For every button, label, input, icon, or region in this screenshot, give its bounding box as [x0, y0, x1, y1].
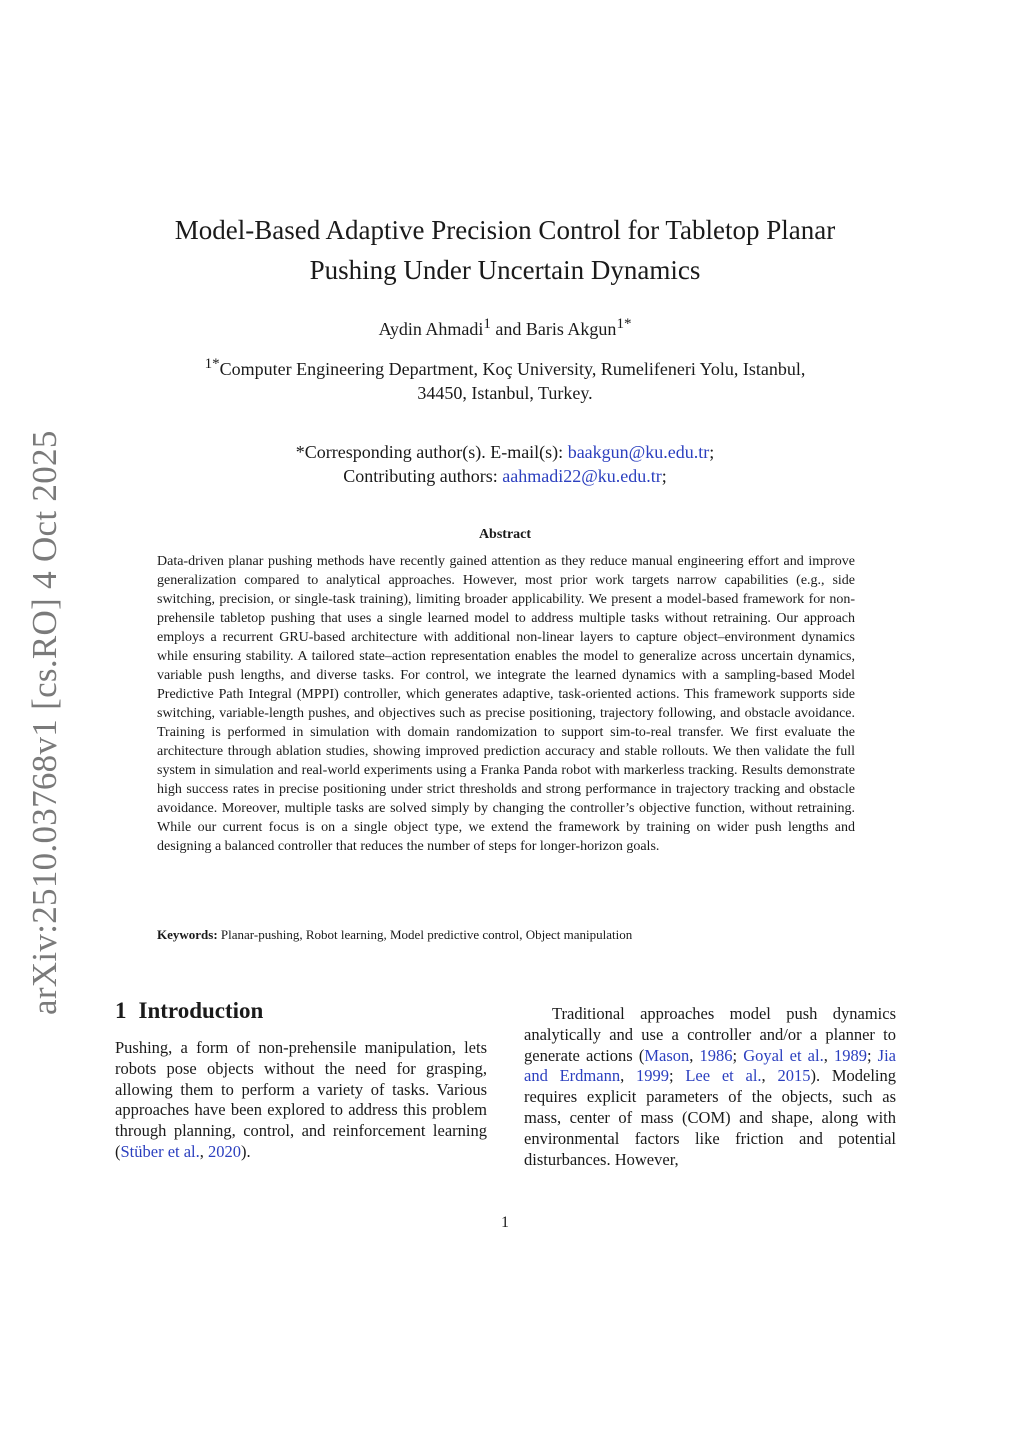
citation-link[interactable]: Goyal et al. [743, 1045, 824, 1065]
author-list [100, 316, 910, 340]
affil-line-2: 34450, Istanbul, Turkey. [417, 383, 593, 403]
arxiv-sidebar-stamp: arXiv:2510.03768v1 [cs.RO] 4 Oct 2025 [25, 430, 64, 1015]
corr-email-link[interactable]: baakgun@ku.edu.tr [567, 442, 710, 462]
author-affil-mark: 1 [483, 316, 491, 332]
author-name: Aydin Ahmadi [378, 319, 484, 339]
intro-paragraph-2: Traditional approaches model push dynamics analytically and use a controller and/or a planner to generate actions (Mason, 1986; Goyal et al., 1989; Jia and Erdmann, 1999; Lee et al., 2015). Modeling requires explicit parameters of the objects, such as mass, center of mass (COM) and shape, along with environmental factors like friction and potential disturbances. However, [524, 1004, 897, 1169]
citation-separator: , [199, 1141, 209, 1161]
citation-year-link[interactable]: 1999 [635, 1066, 669, 1086]
corr-prefix: *Corresponding author(s). E-mail(s): [295, 442, 568, 462]
intro-paragraph-1 [115, 1038, 487, 1163]
keywords-list: Planar-pushing, Robot learning, Model predictive control, Object manipulation [217, 927, 633, 942]
abstract-body: Data-driven planar pushing methods have recently gained attention as they reduce manual engineering effort and improve generalization compared to analytical approaches. However, most prior work targets narrow capabilities (e.g., side switching, precision, or single-task training), limiting broader applicability. We present a model-based framework for non-prehensile tabletop pushing that uses a single learned model to address multiple tasks without retraining. Our approach employs a recurrent GRU-based architecture with additional non-linear layers to capture object–environment dynamics while ensuring stability. A tailored state–action representation enables the model to generalize across uncertain dynamics, variable push lengths, and diverse tasks. For control, we integrate the learned dynamics with a sampling-based Model Predictive Path Integral (MPPI) controller, which generates adaptive, task-oriented actions. This framework supports side switching, variable-length pushes, and objectives such as precise positioning, trajectory following, and obstacle avoidance. Training is performed in simulation with domain randomization to support sim-to-real transfer. We first evaluate the architecture through ablation studies, showing improved prediction accuracy and stable rollouts. We then validate the full system in simulation and real-world experiments using a Franka Panda robot with markerless tracking. Results demonstrate high success rates in precise positioning under strict thresholds and strong performance in trajectory tracking and obstacle avoidance. Moreover, multiple tasks are solved simply by changing the controller’s objective function, without retraining. While our current focus is on a single object type, we extend the framework by training on wider push lengths and designing a balanced controller that reduces the number of steps for longer-horizon goals. [157, 554, 855, 854]
keywords-label: Keywords: [157, 927, 218, 942]
paragraph-end: ). [241, 1141, 251, 1161]
paragraph-text: Pushing, a form of non-prehensile manipulation, lets robots pose objects without the need for grasping, allowing them to perform a variety of tasks. Various approaches have been explored to address this problem through planning, control, and reinforcement learning ( [115, 1038, 487, 1161]
contrib-email-link[interactable]: aahmadi22@ku.edu.tr [502, 466, 662, 486]
intro-right-column [524, 1004, 896, 1170]
section-heading [115, 998, 487, 1024]
correspondence [100, 440, 910, 488]
page-number: 1 [501, 1214, 509, 1231]
abstract-heading: Abstract [478, 527, 532, 542]
paragraph-text: Traditional approaches model push dynamics analytically and use a controller and/or a planner to generate actions ( [524, 1004, 896, 1065]
section-title: Introduction [138, 998, 264, 1023]
contrib-prefix: Contributing authors: [343, 466, 503, 486]
citation-link[interactable]: Mason [644, 1045, 690, 1065]
author-name: Baris Akgun [525, 319, 617, 339]
affil-line-1: Computer Engineering Department, Koç University, Rumelifeneri Yolu, Istanbul, [219, 359, 806, 379]
intro-left-column [115, 998, 487, 1163]
section-number: 1 [115, 998, 127, 1023]
contrib-suffix: ; [661, 466, 667, 486]
affiliation [100, 352, 910, 405]
paper-title [100, 210, 910, 290]
author-separator: and [490, 319, 526, 339]
citation-link[interactable]: Lee et al. [685, 1066, 762, 1086]
citation-year-link[interactable]: 1986 [699, 1045, 733, 1065]
title-line-2: Pushing Under Uncertain Dynamics [309, 255, 701, 285]
keywords [157, 927, 855, 943]
citation-year-link[interactable]: 1989 [833, 1045, 867, 1065]
affil-mark: 1* [204, 356, 220, 372]
citation-link[interactable]: Stüber et al. [120, 1141, 200, 1161]
citation-separator: ; [732, 1045, 744, 1065]
citation-separator: ; [866, 1045, 878, 1065]
corr-suffix: ; [709, 442, 715, 462]
citation-separator: ; [668, 1066, 686, 1086]
title-line-1: Model-Based Adaptive Precision Control for Tabletop Planar [174, 215, 836, 245]
citation-year-link[interactable]: 2015 [777, 1066, 811, 1086]
paragraph-text: ). Modeling requires explicit parameters of the objects, such as mass, center of mass (COM) and shape, along with environmental factors like friction and potential disturbances. However, [524, 1066, 897, 1169]
citation-year-link[interactable]: 2020 [208, 1141, 242, 1161]
citation-link[interactable]: Jia and Erdmann [524, 1045, 897, 1086]
author-affil-mark: 1* [616, 316, 632, 332]
